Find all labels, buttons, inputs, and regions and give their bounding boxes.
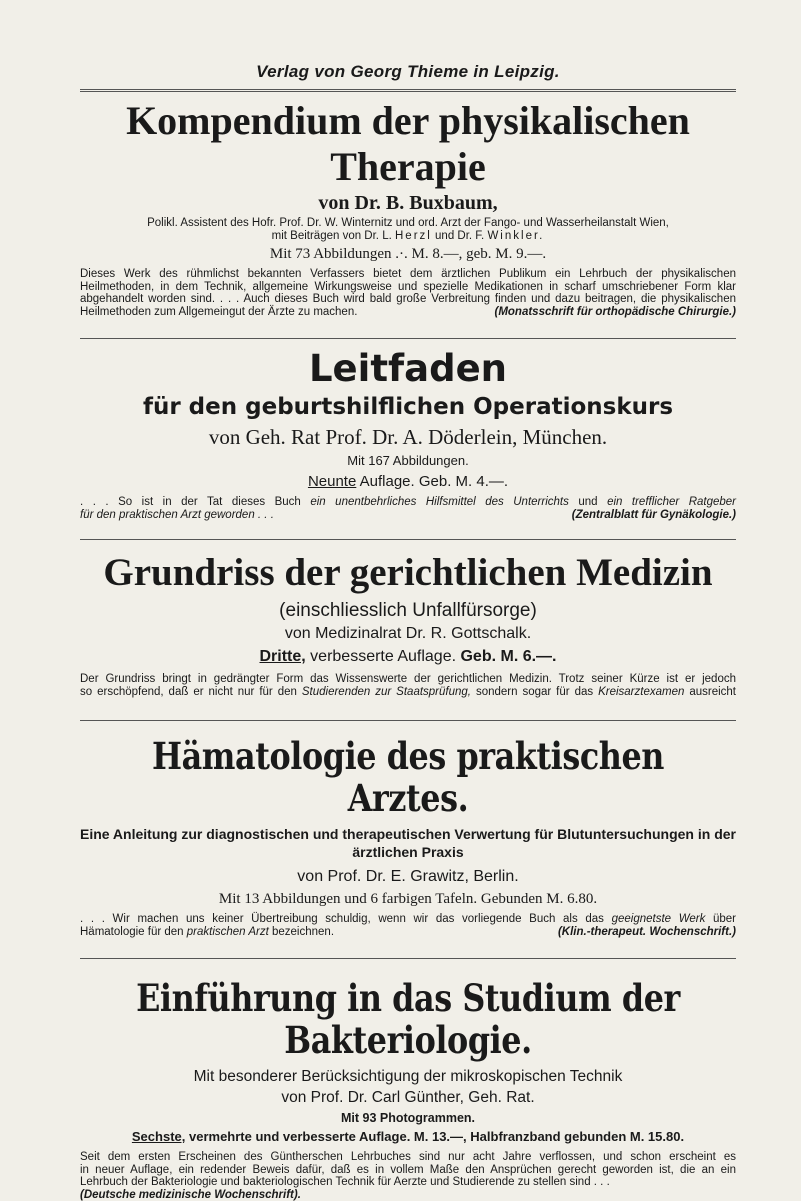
- review-line: in neuer Auflage, ein redender Beweis dafür, daß es in vollem Maße den Ansprüchen gerecht geworden ist, die an ein: [80, 1164, 736, 1177]
- review-emphasis: ein unentbehrliches Hilfsmittel des Unterrichts: [310, 496, 569, 508]
- review-line: Lehrbuch der Bakteriologie und bakteriologischen Technik für Aerzte und Studierende zu stellen sind . . .: [80, 1176, 736, 1189]
- book-price: Geb. M. 6.—.: [460, 648, 556, 665]
- book-author: von Prof. Dr. Carl Günther, Geh. Rat.: [80, 1088, 736, 1107]
- header-rule: [80, 89, 736, 92]
- review-source: (Deutsche medizinische Wochenschrift).: [80, 1189, 301, 1201]
- review-text: Hämatologie für den: [80, 926, 187, 938]
- book-author: von Medizinalrat Dr. R. Gottschalk.: [80, 624, 736, 644]
- book-photos: Mit 93 Photogrammen.: [80, 1110, 736, 1126]
- edition-word: Sechste,: [132, 1129, 185, 1144]
- review-text: bezeichnen.: [269, 926, 334, 938]
- review-text: und: [569, 496, 607, 508]
- affiliation-line: Polikl. Assistent des Hofr. Prof. Dr. W. Winternitz und ord. Arzt der Fango- und Wasserheilanstalt Wien,: [80, 217, 736, 230]
- review-line: [80, 686, 736, 699]
- edition-word: Neunte: [308, 473, 356, 490]
- review-emphasis: praktischen Arzt: [187, 926, 269, 938]
- edition-text: Auflage. Geb. M. 4.—.: [356, 473, 508, 490]
- subtitle-line: Eine Anleitung zur diagnostischen und therapeutischen Verwertung für Blutuntersuchungen in der: [80, 825, 736, 843]
- edition-text: vermehrte und verbesserte Auflage. M. 13.—, Halbfranzband gebunden M. 15.80.: [185, 1129, 684, 1144]
- affiliation-line: [80, 230, 736, 243]
- book-edition: [80, 473, 736, 490]
- book-author: von Prof. Dr. E. Grawitz, Berlin.: [80, 867, 736, 887]
- review-text: für den praktischen Arzt geworden . . .: [80, 509, 274, 521]
- review-text: so erschöpfend, daß er nicht nur für den: [80, 686, 302, 698]
- book-haematologie: [80, 735, 736, 938]
- review-line: [80, 306, 736, 319]
- review-line: Der Grundriss bringt in gedrängter Form das Wissenswerte der gerichtlichen Medizin. Trotz seiner Kürze ist er jedoch: [80, 673, 736, 686]
- book-title: Einführung in das Studium der Bakteriologie.: [126, 977, 690, 1061]
- book-leitfaden: [80, 347, 736, 521]
- book-author: von Dr. B. Buxbaum,: [80, 192, 736, 214]
- review-line: [80, 926, 736, 939]
- affiliation-text: und Dr. F.: [432, 230, 488, 242]
- book-grundriss: [80, 550, 736, 698]
- book-title: Kompendium der physikalischen Therapie: [80, 98, 736, 190]
- review-emphasis: ein trefflicher Ratgeber: [607, 496, 736, 508]
- book-details: Mit 73 Abbildungen .·. M. 8.—, geb. M. 9.—.: [80, 246, 736, 263]
- review-text: sondern sogar für das: [471, 686, 598, 698]
- review-line: Dieses Werk des rühmlichst bekannten Verfassers bietet dem ärztlichen Publikum ein Lehrbuch der physikalischen: [80, 268, 736, 281]
- book-title: Hämatologie des praktischen Arztes.: [126, 735, 690, 819]
- section-divider: [80, 338, 736, 339]
- book-bakteriologie: [80, 977, 736, 1201]
- edition-word: Dritte,: [259, 648, 305, 665]
- review-text: ausreicht: [684, 686, 736, 698]
- book-review: [80, 1151, 736, 1201]
- section-divider: [80, 720, 736, 721]
- book-title: Grundriss der gerichtlichen Medizin: [80, 550, 736, 596]
- book-subtitle: Mit besonderer Berücksichtigung der mikroskopischen Technik: [80, 1067, 736, 1086]
- section-divider: [80, 958, 736, 959]
- book-title: Leitfaden: [80, 347, 736, 391]
- review-source: (Zentralblatt für Gynäkologie.): [572, 509, 736, 522]
- section-divider: [80, 539, 736, 540]
- book-kompendium: [80, 98, 736, 318]
- edition-text: verbesserte Auflage.: [306, 648, 461, 665]
- book-review: [80, 496, 736, 521]
- subtitle-line: ärztlichen Praxis: [80, 843, 736, 861]
- review-emphasis: geeignetste Werk: [612, 913, 706, 925]
- review-text: . . . So ist in der Tat dieses Buch: [80, 496, 310, 508]
- book-edition: [80, 647, 736, 667]
- book-details: Mit 13 Abbildungen und 6 farbigen Tafeln. Gebunden M. 6.80.: [80, 891, 736, 908]
- contributor-name: Herzl: [395, 230, 432, 242]
- book-author: von Geh. Rat Prof. Dr. A. Döderlein, München.: [80, 425, 736, 449]
- review-line: [80, 509, 736, 522]
- review-text: . . . Wir machen uns keiner Übertreibung schuldig, wenn wir das vorliegende Buch als das: [80, 913, 612, 925]
- publisher-header: Verlag von Georg Thieme in Leipzig.: [80, 62, 736, 82]
- book-subtitle: für den geburtshilflichen Operationskurs: [80, 393, 736, 421]
- contributor-name: Winkler.: [487, 230, 544, 242]
- review-line: [80, 913, 736, 926]
- review-emphasis: Kreisarztexamen: [598, 686, 684, 698]
- book-subtitle: (einschliesslich Unfallfürsorge): [80, 600, 736, 622]
- review-text: Heilmethoden zum Allgemeingut der Ärzte zu machen.: [80, 306, 357, 318]
- review-source: (Klin.-therapeut. Wochenschrift.): [558, 926, 736, 939]
- advertisement-page: [80, 0, 736, 1201]
- book-subtitle: [80, 825, 736, 861]
- review-line: Heilmethoden, in dem Technik, allgemeine Wirkungsweise und spezielle Medikationen in scharf umschriebener Form klar: [80, 281, 736, 294]
- review-line: [80, 496, 736, 509]
- book-review: [80, 673, 736, 698]
- book-review: [80, 913, 736, 938]
- review-line: [80, 1189, 736, 1201]
- book-affiliation: [80, 217, 736, 242]
- review-line: abgehandelt worden sind. . . . Auch dieses Buch wird bald große Verbreitung finden und dazu beitragen, die physikalischen: [80, 293, 736, 306]
- review-line: Seit dem ersten Erscheinen des Güntherschen Lehrbuches sind nur acht Jahre verflossen, und schon erscheint es: [80, 1151, 736, 1164]
- book-edition: [80, 1129, 736, 1145]
- book-illustrations: Mit 167 Abbildungen.: [80, 453, 736, 468]
- affiliation-text: mit Beiträgen von Dr. L.: [272, 230, 395, 242]
- review-source: (Monatsschrift für orthopädische Chirurgie.): [494, 306, 736, 319]
- book-review: [80, 268, 736, 318]
- review-emphasis: Studierenden zur Staatsprüfung,: [302, 686, 471, 698]
- review-text: über: [705, 913, 736, 925]
